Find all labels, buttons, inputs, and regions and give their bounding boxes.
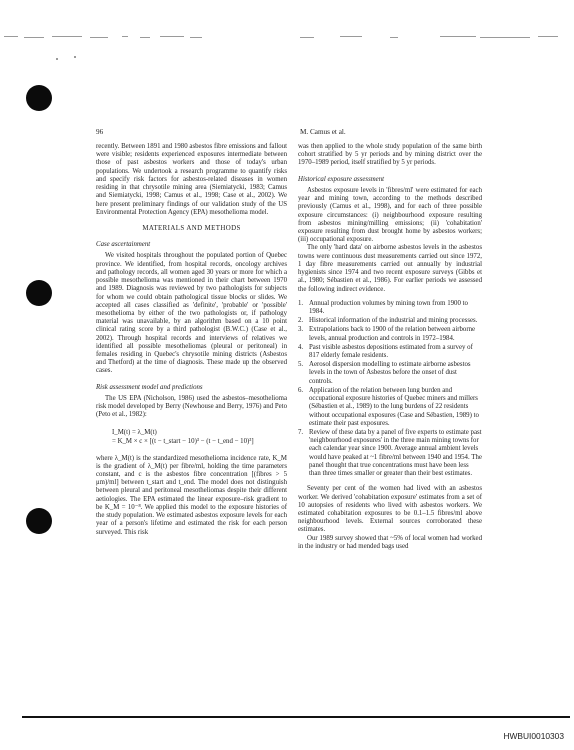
running-head: M. Camus et al.: [300, 128, 346, 136]
scan-noise-speckles: [0, 0, 574, 60]
list-item: 4. Past visible asbestos depositions estimated from a survey of 817 elderly female residents.: [298, 343, 473, 360]
body-paragraph: Our 1989 survey showed that ~5% of local women had worked in the industry or had mended bags used: [298, 534, 482, 550]
equation-line: I_M(t) = λ_M(t): [112, 428, 157, 436]
subsection-heading: Historical exposure assessment: [298, 175, 385, 183]
body-paragraph: where λ_M(t) is the standardized mesothelioma incidence rate, K_M is the gradient of λ_M(t) per fibre/ml, holding the time parameters constant, and c is the asbestos fibre concentration [(fibres > 5 μm)/ml] between t_start and t_end. The model does not distinguish between pleural and peritoneal mesotheliomas despite their different aetiologies. The EPA estimated the linear exposure–risk gradient to be K_M = 10⁻⁸. We applied this model to the exposure histories of the study population. We estimated asbestos exposure levels for each year of a person's lifetime and estimated the risk for each person surveyed. This risk: [96, 454, 287, 536]
page-number: 96: [96, 128, 104, 136]
intro-paragraph: recently. Between 1891 and 1980 asbestos fibre emissions and fallout were visible; residents experienced exposures intermediate between those of past asbestos workers and those of today's urban populations. We undertook a research programme to quantify risks and specify risk factors for asbestos-related diseases in women residing in that chrysotile mining area (Siemiatycki, 1983; Camus and Siemiatycki, 1998; Camus et al., 1998; Case et al., 2002). We here present preliminary findings of our validation study of the US Environmental Protection Agency (EPA) mesothelioma model.: [96, 143, 287, 216]
body-paragraph: Asbestos exposure levels in 'fibres/ml' were estimated for each year and mining town, according to the methods described previously (Camus et al., 1998), and for each of three possible exposure circumstances: (i) neighbourhood exposure resulting from asbestos mining/milling emissions; (ii) 'cohabitation' exposure resulting from dust brought home by asbestos workers; (iii) occupational exposure.: [298, 186, 482, 244]
subsection-heading: Case ascertainment: [96, 241, 151, 249]
list-item: 7. Review of these data by a panel of five experts to estimate past 'neighbourhood exposures' in the three main mining towns for each calendar year since 1900. Average annual ambient levels would have peaked at ~1 fibre/ml between 1940 and 1954. The panel thought that true concentrations must have been less than three times smaller or greater than their best estimates.: [298, 429, 482, 478]
binder-hole-middle: [26, 280, 52, 306]
subsection-heading: Risk assessment model and predictions: [96, 383, 203, 391]
bottom-rule: [22, 716, 570, 718]
left-column: [96, 143, 287, 537]
list-item: 5. Aerosol dispersion modelling to estimate airborne asbestos levels in the town of Asbestos before the onset of dust controls.: [298, 361, 471, 385]
list-item: 3. Extrapolations back to 1900 of the relation between airborne levels, annual production and controls in 1972–1984.: [298, 326, 476, 342]
evidence-list: [298, 300, 482, 479]
document-id: HWBUI0010303: [503, 731, 564, 741]
body-paragraph: We visited hospitals throughout the populated portion of Quebec province. We identified, from hospital records, oncology archives and pathology records, all women aged 30 years or more for which a possible mesothelioma was mentioned in their chart between 1970 and 1989. Diagnosis was reviewed by two pathologists for subjects for whom we could obtain pathological tissue blocks or slides. We accepted all cases classified as 'definite', 'probable' or 'possible' mesothelioma by either of the two pathologists or, if pathology material was unavailable, by an algorithm based on a 10 point clinical rating score by a third pathologist (B.W.C.) (Case et al., 2002). Through hospital records and interviews of relatives we identified all possible mesotheliomas (pleural or peritoneal) in females residing in Quebec's chrysotile mining districts (Asbestos and Thetford) at the time of diagnosis. These made up the observed cases.: [96, 252, 287, 375]
body-paragraph: Seventy per cent of the women had lived with an asbestos worker. We derived 'cohabitation exposure' estimates from a set of 10 autopsies of residents who lived with asbestos workers. We estimated cohabitation exposures to be 0.1–1.5 fibres/ml above neighbourhood levels. External sources corroborated these estimates.: [298, 485, 482, 534]
equation-line: = K_M × c × [(t − t_start − 10)³ − (t − t_end − 10)³]: [112, 438, 254, 446]
binder-hole-bottom: [26, 508, 52, 534]
body-paragraph: The US EPA (Nicholson, 1986) used the asbestos–mesothelioma risk model developed by Berry (Newhouse and Berry, 1976) and Peto (Peto et al., 1982):: [96, 394, 287, 419]
equation: [112, 428, 287, 447]
section-heading: MATERIALS AND METHODS: [142, 224, 241, 232]
binder-hole-top: [26, 85, 52, 111]
right-column: [298, 143, 482, 551]
list-item: 6. Application of the relation between lung burden and occupational exposure histories of Quebec miners and millers (Sébastien et al., 1989) to the lung burdens of 22 residents without occupational exposures (Case and Sébastien, 1989) to estimate their past exposures.: [298, 386, 479, 427]
body-paragraph: was then applied to the whole study population of the same birth cohort stratified by 5 yr periods and by mining district over the 1970–1989 period, itself stratified by 5 yr periods.: [298, 143, 482, 167]
body-paragraph: The only 'hard data' on airborne asbestos levels in the asbestos towns were continuous dust measurements carried out since 1972, 1 day fibre measurements carried out annually by industrial hygienists since 1974 and two recent exposure surveys (Gibbs et al., 1980; Sébastien et al., 1986). For earlier periods we assessed the following indirect evidence.: [298, 244, 482, 293]
list-item: 1. Annual production volumes by mining town from 1900 to 1984.: [298, 299, 468, 315]
list-item: 2. Historical information of the industrial and mining processes.: [298, 317, 478, 325]
